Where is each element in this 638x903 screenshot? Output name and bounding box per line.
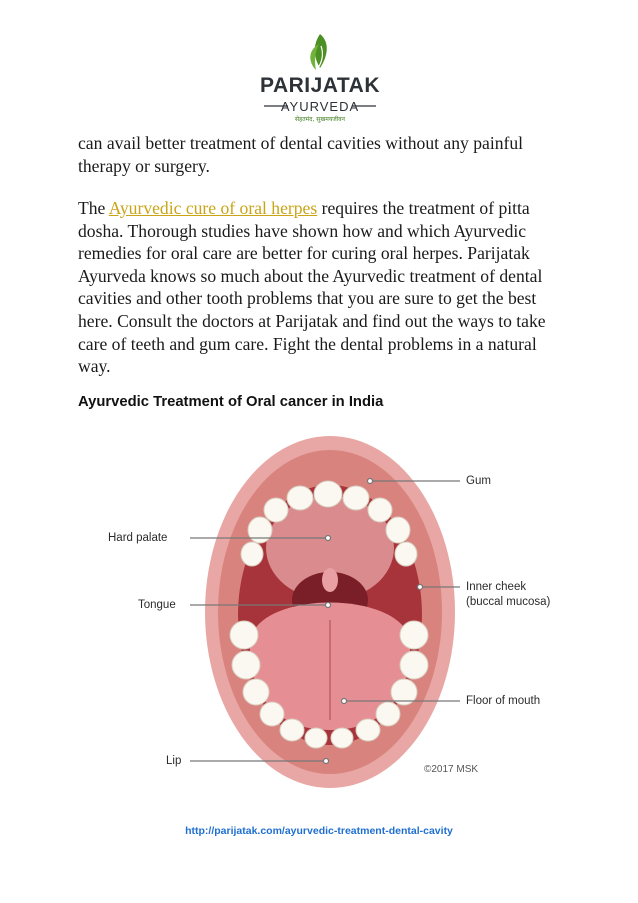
brand-logo xyxy=(258,32,382,128)
mouth-anatomy-diagram xyxy=(0,430,638,810)
paragraph-body: requires the treatment of pitta dosha. Thorough studies have shown how and which Ayurvedic remedies for oral care are better for curing oral herpes. Parijatak Ayurveda knows so much about the Ayurvedic treatment of dental cavities and other tooth problems that you are sure to get the best here. Consult the doctors at Parijatak and find out the ways to take care of teeth and gum care. Fight the dental problems in a natural way. xyxy=(78,198,546,377)
logo-subtitle: AYURVEDA xyxy=(280,99,360,114)
label-tongue: Tongue xyxy=(138,599,176,611)
logo-title: PARIJATAK xyxy=(260,74,380,97)
label-hard-palate: Hard palate xyxy=(108,532,168,544)
footer-url-link[interactable]: http://parijatak.com/ayurvedic-treatment-dental-cavity xyxy=(185,825,453,837)
label-buccal-mucosa: (buccal mucosa) xyxy=(466,596,551,608)
uvula-shape xyxy=(322,568,338,592)
oral-herpes-link[interactable]: Ayurvedic cure of oral herpes xyxy=(108,198,318,218)
mouth-illustration xyxy=(0,430,638,810)
label-lip: Lip xyxy=(166,755,182,767)
label-floor-of-mouth: Floor of mouth xyxy=(466,695,541,707)
logo-tagline: सेहतमंद, सुखमयजीवन xyxy=(295,116,345,123)
label-gum: Gum xyxy=(466,475,491,487)
diagram-copyright: ©2017 MSK xyxy=(424,764,479,775)
paragraph-intro: can avail better treatment of dental cavities without any painful therapy or surgery. xyxy=(78,133,524,176)
paragraph-herpes xyxy=(78,197,568,378)
section-heading: Ayurvedic Treatment of Oral cancer in India xyxy=(78,394,384,410)
label-inner-cheek: Inner cheek xyxy=(466,581,527,593)
paragraph-prefix: The xyxy=(78,198,109,218)
